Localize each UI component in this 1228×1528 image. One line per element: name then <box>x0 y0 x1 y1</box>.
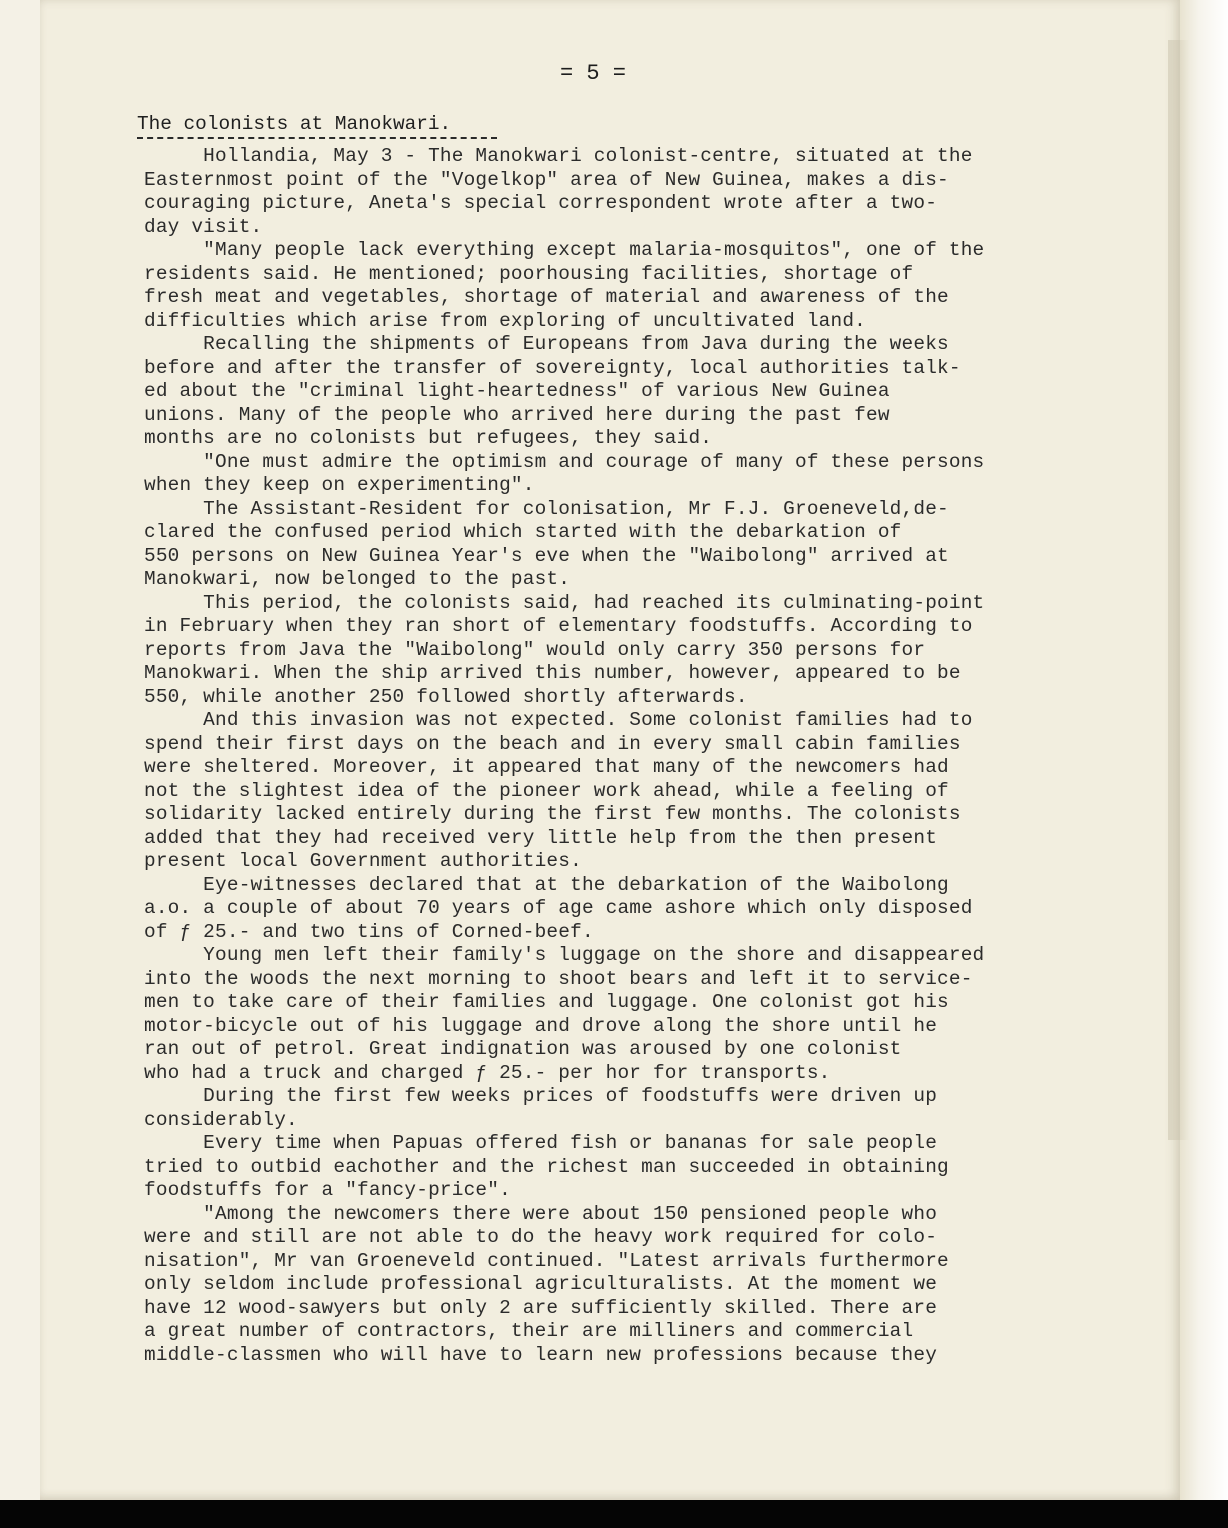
text-line: spend their first days on the beach and in every small cabin families <box>144 732 961 755</box>
body-text <box>144 145 1104 1367</box>
text-line: unions. Many of the people who arrived here during the past few <box>144 403 890 426</box>
text-line: nisation", Mr van Groeneveld continued. "Latest arrivals furthermore <box>144 1249 949 1272</box>
scan-border-bottom <box>0 1500 1228 1528</box>
text-line: in February when they ran short of elementary foodstuffs. According to <box>144 615 973 637</box>
text-line: have 12 wood-sawyers but only 2 are sufficiently skilled. There are <box>144 1296 938 1319</box>
document-title: The colonists at Manokwari. <box>137 113 452 135</box>
text-line: Recalling the shipments of Europeans from Java during the weeks <box>144 333 949 355</box>
text-line: 550, while another 250 followed shortly afterwards. <box>144 685 748 708</box>
text-line: months are no colonists but refugees, they said. <box>144 427 713 449</box>
text-line: Hollandia, May 3 - The Manokwari colonist-centre, situated at the <box>144 145 973 167</box>
text-line: Every time when Papuas offered fish or bananas for sale people <box>144 1132 938 1154</box>
page-fold-shadow <box>1168 40 1190 1140</box>
text-line: not the slightest idea of the pioneer work ahead, while a feeling of <box>144 779 949 802</box>
text-line: ed about the "criminal light-heartedness" of various New Guinea <box>144 380 890 402</box>
text-line: ran out of petrol. Great indignation was aroused by one colonist <box>144 1038 902 1060</box>
text-line: During the first few weeks prices of foodstuffs were driven up <box>144 1085 938 1107</box>
text-line: "Among the newcomers there were about 150 pensioned people who <box>144 1202 938 1225</box>
text-line: Easternmost point of the "Vogelkop" area of New Guinea, makes a dis- <box>144 168 949 191</box>
text-line: "One must admire the optimism and courage of many of these persons <box>144 450 985 473</box>
text-line: were sheltered. Moreover, it appeared that many of the newcomers had <box>144 756 949 778</box>
text-line: considerably. <box>144 1108 298 1131</box>
text-line: a great number of contractors, their are milliners and commercial <box>144 1320 914 1342</box>
text-line: added that they had received very little help from the then present <box>144 826 938 849</box>
page-number: = 5 = <box>560 61 627 86</box>
text-line: into the woods the next morning to shoot bears and left it to service- <box>144 967 973 990</box>
text-line: And this invasion was not expected. Some colonist families had to <box>144 709 973 731</box>
text-line: Eye-witnesses declared that at the debarkation of the Waibolong <box>144 873 949 896</box>
text-line: This period, the colonists said, had reached its culminating-point <box>144 591 985 614</box>
text-line: residents said. He mentioned; poorhousing facilities, shortage of <box>144 262 914 285</box>
text-line: The Assistant-Resident for colonisation, Mr F.J. Groeneveld,de- <box>144 497 949 520</box>
text-line: clared the confused period which started with the debarkation of <box>144 521 902 543</box>
text-line: men to take care of their families and luggage. One colonist got his <box>144 991 949 1013</box>
text-line: "Many people lack everything except malaria-mosquitos", one of the <box>144 239 985 261</box>
text-line: Manokwari. When the ship arrived this number, however, appeared to be <box>144 662 961 684</box>
text-line: foodstuffs for a "fancy-price". <box>144 1179 511 1201</box>
text-line: difficulties which arise from exploring of uncultivated land. <box>144 309 867 332</box>
text-line: were and still are not able to do the heavy work required for colo- <box>144 1226 938 1248</box>
text-line: 550 persons on New Guinea Year's eve when the "Waibolong" arrived at <box>144 544 949 567</box>
text-line: present local Government authorities. <box>144 850 582 872</box>
text-line: when they keep on experimenting". <box>144 474 535 496</box>
text-line: reports from Java the "Waibolong" would only carry 350 persons for <box>144 638 926 661</box>
text-line: motor-bicycle out of his luggage and drove along the shore until he <box>144 1014 938 1037</box>
text-line: only seldom include professional agriculturalists. At the moment we <box>144 1273 938 1295</box>
text-line: Manokwari, now belonged to the past. <box>144 568 571 590</box>
text-line: middle-classmen who will have to learn new professions because they <box>144 1343 938 1366</box>
text-line: a.o. a couple of about 70 years of age came ashore which only disposed <box>144 897 973 919</box>
text-line: day visit. <box>144 215 263 238</box>
title-underline <box>137 137 497 139</box>
text-line: couraging picture, Aneta's special correspondent wrote after a two- <box>144 192 938 214</box>
text-line: of ƒ 25.- and two tins of Corned-beef. <box>144 920 594 943</box>
text-line: Young men left their family's luggage on the shore and disappeared <box>144 944 985 966</box>
text-line: solidarity lacked entirely during the first few months. The colonists <box>144 803 961 825</box>
text-line: who had a truck and charged ƒ 25.- per hor for transports. <box>144 1061 831 1084</box>
text-line: tried to outbid eachother and the richest man succeeded in obtaining <box>144 1155 949 1178</box>
text-line: before and after the transfer of sovereignty, local authorities talk- <box>144 356 961 379</box>
text-line: fresh meat and vegetables, shortage of material and awareness of the <box>144 286 949 308</box>
